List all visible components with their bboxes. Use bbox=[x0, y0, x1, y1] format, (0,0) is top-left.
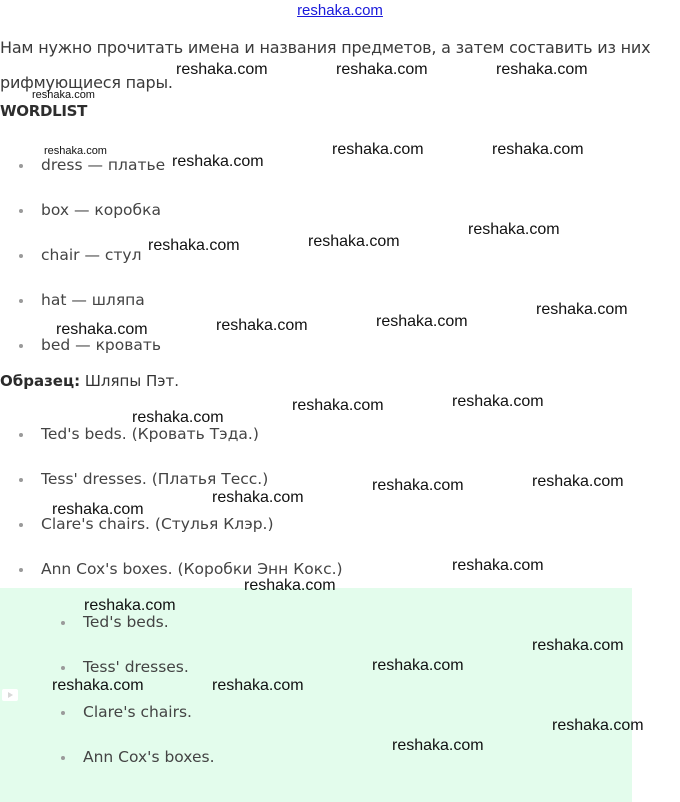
watermark: reshaka.com bbox=[532, 473, 624, 490]
watermark: reshaka.com bbox=[372, 657, 464, 674]
watermark: reshaka.com bbox=[536, 301, 628, 318]
expand-toggle-icon[interactable] bbox=[2, 689, 18, 701]
list-item: chair — стул bbox=[41, 246, 142, 264]
answer-box bbox=[0, 588, 632, 802]
list-item: Ann Cox's boxes. bbox=[83, 748, 215, 766]
watermark: reshaka.com bbox=[376, 313, 468, 330]
watermark: reshaka.com bbox=[552, 717, 644, 734]
watermark: reshaka.com bbox=[468, 221, 560, 238]
list-item: bed — кровать bbox=[41, 336, 161, 354]
watermark: reshaka.com bbox=[32, 89, 95, 101]
list-item: Ann Cox's boxes. (Коробки Энн Кокс.) bbox=[41, 560, 343, 578]
list-item: Ted's beds. (Кровать Тэда.) bbox=[41, 425, 259, 443]
bullet-icon bbox=[19, 254, 23, 258]
watermark: reshaka.com bbox=[452, 393, 544, 410]
bullet-icon bbox=[19, 523, 23, 527]
intro-text: Нам нужно прочитать имена и названия предметов, а затем составить из них рифмующиеся пары. bbox=[0, 38, 651, 92]
bullet-icon bbox=[19, 209, 23, 213]
watermark: reshaka.com bbox=[84, 597, 176, 614]
watermark: reshaka.com bbox=[56, 321, 148, 338]
bullet-icon bbox=[61, 621, 65, 625]
watermark: reshaka.com bbox=[172, 153, 264, 170]
bullet-icon bbox=[19, 164, 23, 168]
bullet-icon bbox=[61, 666, 65, 670]
watermark: reshaka.com bbox=[244, 577, 336, 594]
watermark: reshaka.com bbox=[532, 637, 624, 654]
list-item: Tess' dresses. bbox=[83, 658, 189, 676]
watermark: reshaka.com bbox=[52, 501, 144, 518]
bullet-icon bbox=[61, 711, 65, 715]
example-line bbox=[0, 372, 179, 390]
watermark: reshaka.com bbox=[52, 677, 144, 694]
watermark: reshaka.com bbox=[44, 145, 107, 157]
watermark: reshaka.com bbox=[392, 737, 484, 754]
bullet-icon bbox=[19, 344, 23, 348]
example-text: Шляпы Пэт. bbox=[84, 372, 179, 390]
example-label: Образец: bbox=[0, 372, 81, 390]
bullet-icon bbox=[19, 299, 23, 303]
watermark: reshaka.com bbox=[496, 61, 588, 78]
wordlist-heading: WORDLIST bbox=[0, 102, 88, 120]
bullet-icon bbox=[61, 756, 65, 760]
watermark: reshaka.com bbox=[176, 61, 268, 78]
list-item: Tess' dresses. (Платья Тесс.) bbox=[41, 470, 268, 488]
list-item: Clare's chairs. bbox=[83, 703, 192, 721]
list-item: Clare's chairs. (Стулья Клэр.) bbox=[41, 515, 274, 533]
watermark: reshaka.com bbox=[148, 237, 240, 254]
watermark: reshaka.com bbox=[336, 61, 428, 78]
bullet-icon bbox=[19, 568, 23, 572]
list-item: box — коробка bbox=[41, 201, 161, 219]
watermark: reshaka.com bbox=[492, 141, 584, 158]
watermark: reshaka.com bbox=[332, 141, 424, 158]
list-item: hat — шляпа bbox=[41, 291, 145, 309]
list-item: Ted's beds. bbox=[83, 613, 169, 631]
bullet-icon bbox=[19, 478, 23, 482]
watermark: reshaka.com bbox=[292, 397, 384, 414]
watermark: reshaka.com bbox=[372, 477, 464, 494]
watermark: reshaka.com bbox=[212, 489, 304, 506]
bullet-icon bbox=[19, 433, 23, 437]
watermark: reshaka.com bbox=[308, 233, 400, 250]
watermark: reshaka.com bbox=[212, 677, 304, 694]
watermark: reshaka.com bbox=[216, 317, 308, 334]
site-link[interactable]: reshaka.com bbox=[297, 2, 383, 19]
watermark: reshaka.com bbox=[452, 557, 544, 574]
watermark: reshaka.com bbox=[132, 409, 224, 426]
list-item: dress — платье bbox=[41, 156, 165, 174]
